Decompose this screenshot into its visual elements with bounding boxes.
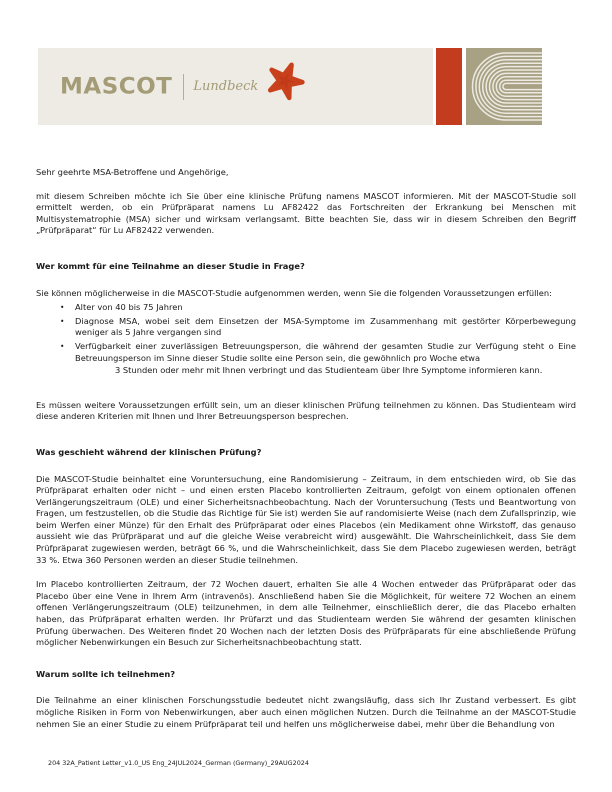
bullet-continuation-line: 3 Stunden oder mehr mit Ihnen verbringt und das Studienteam über Ihre Symptome informieren kann. [115,365,543,376]
why-participate-paragraph: Die Teilnahme an einer klinischen Forschungsstudie bedeutet nicht zwangsläufig, dass sich Ihr Zustand verbessert. Es gibt mögliche Risiken in Form von Nebenwirkungen, aber auch einen möglichen Nutzen. Durch die Teilnahme an der MASCOT-Studie nehmen Sie an einer Studie zu einem Prüfpräparat teil und helfen uns möglicherweise dabei, mehr über die Behandlung von [36,695,576,729]
logo-divider [183,74,184,100]
bullet-text-caregiver: Verfügbarkeit einer zuverlässigen Betreuungsperson, die während der gesamten Studie zur Verfügung steht o Eine Betreuungsperson im Sinne dieser Studie sollte eine Person sein, die gewöhnlich pro Woche etwa [75,340,576,363]
list-item [36,316,576,339]
letter-body [36,167,576,730]
heading-procedure: Was geschieht während der klinischen Prüfung? [36,446,262,457]
red-accent-bar [436,48,462,125]
concentric-pattern [466,48,542,125]
list-item [36,341,576,364]
bullet-icon: • [60,341,65,351]
lundbeck-wordmark: Lundbeck [193,79,259,94]
heading-why-participate: Warum sollte ich teilnehmen? [36,668,176,679]
eligibility-intro: Sie können möglicherweise in die MASCOT-Studie aufgenommen werden, wenn Sie die folgenden Voraussetzungen erfüllen: [36,287,552,298]
starfish-icon [263,56,307,110]
bullet-text-diagnosis: Diagnose MSA, wobei seit dem Einsetzen der MSA-Symptome im Zusammenhang mit gestörter Körperbewegung weniger als 5 Jahre vergangen sind [75,315,576,338]
bullet-icon: • [60,303,65,313]
placebo-period-paragraph: Im Placebo kontrollierten Zeitraum, der 72 Wochen dauert, erhalten Sie alle 4 Wochen entweder das Prüfpräparat oder das Placebo über eine Vene in Ihrem Arm (intravenös). Anschließend haben Sie die Möglichkeit, für weitere 72 Wochen an einem offenen Verlängerungszeitraum (OLE) teilzunehmen, in dem alle Teilnehmer, einschließlich derer, die das Placebo erhalten haben, das Prüfpräparat erhalten werden. Ihr Prüfarzt und das Studienteam werden Sie während der gesamten klinischen Prüfung überwachen. Des Weiteren findet 20 Wochen nach der letzten Dosis des Prüfpräparats für eine abschließende Prüfung möglicher Nebenwirkungen ein Besuch zur Sicherheitsnachbeobachtung statt. [36,579,576,648]
letter-header [38,48,542,125]
bullet-icon: • [60,316,65,326]
other-criteria-paragraph: Es müssen weitere Voraussetzungen erfüllt sein, um an dieser klinischen Prüfung teilnehmen zu können. Das Studienteam wird diese anderen Kriterien mit Ihnen und Ihrer Betreuungsperson besprechen. [36,399,576,422]
eligibility-bullet-list [36,302,576,377]
document-id-footer: 204 32A_Patient Letter_v1.0_US Eng_24JUL2024_German (Germany)_29AUG2024 [48,759,309,767]
list-item [36,302,576,314]
salutation: Sehr geehrte MSA-Betroffene und Angehörige, [36,167,229,177]
procedure-overview-paragraph: Die MASCOT-Studie beinhaltet eine Voruntersuchung, eine Randomisierung – Zeitraum, in dem entschieden wird, ob Sie das Prüfpräparat erhalten oder nicht – und einen ersten Placebo kontrollierten Zeitraum, gefolgt von einem optionalen offenen Verlängerungszeitraum (OLE) und einer Sicherheitsnachbeobachtung. Nach der Voruntersuchung (Tests und Beantwortung von Fragen, um festzustellen, ob die Studie das Richtige für Sie ist) werden Sie auf randomisierte Weise (nach dem Zufallsprinzip, wie beim Werfen einer Münze) für den Erhalt des Prüfpräparat oder eines Placebos (ein Medikament ohne Wirkstoff, das genauso aussieht wie das Prüfpräparat und auf die gleiche Weise verabreicht wird) ausgewählt. Die Wahrscheinlichkeit, dass Sie dem Prüfpräparat zugewiesen werden, beträgt 66 %, und die Wahrscheinlichkeit, dass Sie dem Placebo zugewiesen werden, beträgt 33 %. Etwa 360 Personen werden an dieser Studie teilnehmen. [36,473,576,565]
bullet-text-age: Alter von 40 bis 75 Jahren [75,302,183,313]
mascot-study-logo: MASCOT [60,74,173,99]
logo-band [38,48,433,125]
intro-paragraph: mit diesem Schreiben möchte ich Sie über eine klinische Prüfung namens MASCOT informieren. Mit der MASCOT-Studie soll ermittelt werden, ob ein Prüfpräparat namens Lu AF82422 das Fortschreiten der Erkrankung bei Menschen mit Multisystematrophie (MSA) sicher und wirksam verlangsamt. Bitte beachten Sie, dass wir in diesem Schreiben den Begriff „Prüfpräparat“ für Lu AF82422 verwenden. [36,190,576,236]
heading-eligibility: Wer kommt für eine Teilnahme an dieser Studie in Frage? [36,260,305,271]
